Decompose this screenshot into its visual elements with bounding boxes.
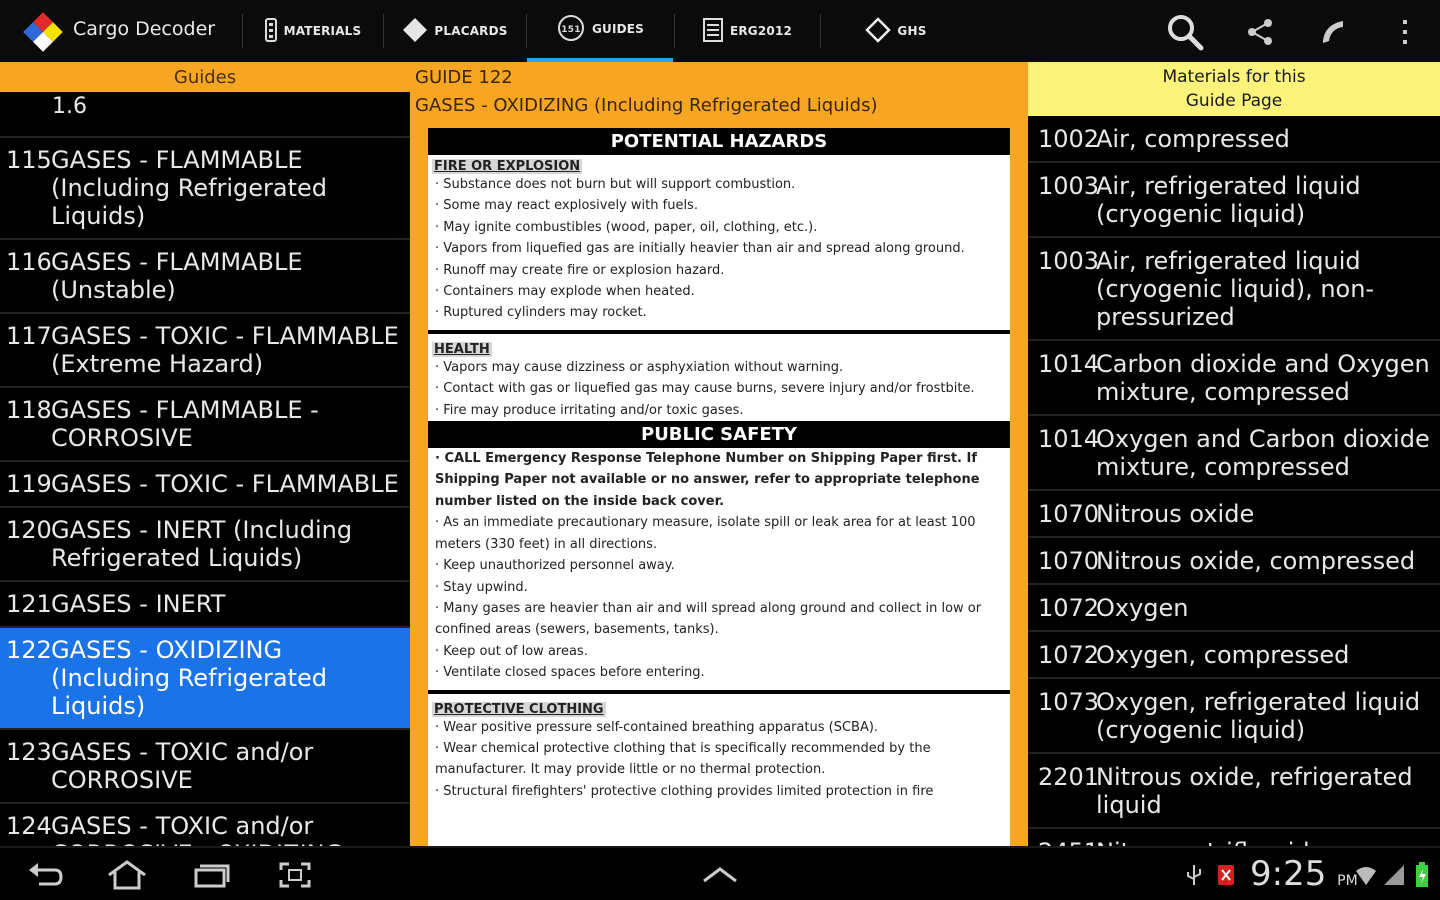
- recent-apps-icon[interactable]: [186, 856, 236, 894]
- back-icon[interactable]: [20, 856, 70, 894]
- guide-num: 122: [6, 636, 52, 664]
- tab-placards-label: PLACARDS: [434, 24, 508, 38]
- materials-header: [1028, 62, 1440, 116]
- material-un-number: 1073: [1038, 688, 1100, 716]
- material-un-number: 1014: [1038, 425, 1100, 453]
- health-heading: HEALTH: [434, 341, 490, 357]
- safety-bullet: · Many gases are heavier than air and will spread along ground and collect in low or confined areas (sewers, basements, tanks).: [435, 600, 982, 638]
- guide-number-title: GUIDE 122: [415, 67, 513, 88]
- call-icon[interactable]: [1312, 12, 1352, 52]
- guide-name: GASES - INERT (Including Refrigerated Liquids): [51, 516, 353, 572]
- material-un-number: 2201: [1038, 763, 1100, 791]
- guide-badge: 151: [561, 24, 581, 35]
- guide-name: GASES - INERT: [51, 590, 226, 618]
- book-icon: [702, 17, 724, 46]
- tab-materials[interactable]: [245, 0, 380, 62]
- guide-item-119[interactable]: [0, 462, 410, 508]
- material-un-number: 1002: [1038, 125, 1100, 153]
- fire-bullet: · Some may react explosively with fuels.: [435, 198, 698, 214]
- material-name: Carbon dioxide and Oxygen mixture, compressed: [1096, 350, 1430, 406]
- fire-bullet: · Substance does not burn but will support combustion.: [435, 177, 796, 192]
- material-name: Oxygen, compressed: [1096, 641, 1350, 669]
- fire-bullet: · Runoff may create fire or explosion hazard.: [435, 262, 725, 278]
- overflow-menu-icon[interactable]: [1385, 12, 1425, 52]
- status-clock: [1250, 854, 1358, 894]
- safety-bullet: · Stay upwind.: [435, 579, 528, 595]
- material-name: Oxygen and Carbon dioxide mixture, compressed: [1096, 425, 1430, 481]
- materials-icon: [264, 17, 278, 46]
- health-section: [428, 338, 1010, 421]
- material-un-number: 1072: [1038, 641, 1100, 669]
- health-bullet: · Fire may produce irritating and/or toxic gases.: [435, 402, 744, 418]
- public-safety-heading: PUBLIC SAFETY: [428, 421, 1010, 448]
- tab-erg2012-label: ERG2012: [729, 24, 793, 38]
- protective-section: [428, 698, 1010, 803]
- section-divider: [428, 690, 1010, 694]
- protective-heading: PROTECTIVE CLOTHING: [434, 701, 604, 717]
- material-name: Oxygen: [1096, 594, 1189, 622]
- tab-placards[interactable]: [385, 0, 525, 62]
- notification-red-icon: [1214, 862, 1238, 888]
- protective-bullet: · Structural firefighters' protective clothing provides limited protection in fire: [435, 783, 934, 799]
- guide-item-117[interactable]: [0, 314, 410, 388]
- search-icon[interactable]: [1165, 12, 1205, 52]
- ghs-diamond-icon: [865, 17, 891, 46]
- health-bullet: · Vapors may cause dizziness or asphyxiation without warning.: [435, 359, 844, 375]
- guide-num: 116: [6, 248, 52, 276]
- material-item[interactable]: [1028, 238, 1440, 341]
- tab-divider: [242, 14, 243, 48]
- material-name: Nitrous oxide, refrigerated liquid: [1096, 763, 1413, 819]
- guide-num: 115: [6, 146, 52, 174]
- guide-name: GASES - FLAMMABLE (Including Refrigerated Liquids): [51, 146, 328, 230]
- guide-item-123[interactable]: [0, 730, 410, 804]
- material-item[interactable]: [1028, 163, 1440, 238]
- app-logo-icon[interactable]: [22, 11, 64, 53]
- guide-item-116[interactable]: [0, 240, 410, 314]
- wifi-icon: [1354, 862, 1378, 888]
- fire-bullet: · Vapors from liquefied gas are initially heavier than air and spread along ground.: [435, 241, 965, 257]
- material-un-number: 1003: [1038, 247, 1100, 275]
- home-icon[interactable]: [102, 856, 152, 894]
- materials-list[interactable]: [1028, 116, 1440, 846]
- clock-time: 9:25: [1250, 854, 1327, 894]
- guide-num: 117: [6, 322, 52, 350]
- app-title[interactable]: Cargo Decoder: [73, 18, 216, 40]
- usb-icon: [1182, 862, 1206, 888]
- signal-icon: [1382, 862, 1406, 888]
- action-bar: [0, 0, 1440, 62]
- guide-name-title: GASES - OXIDIZING (Including Refrigerated Liquids): [415, 95, 878, 116]
- guide-name: GASES - FLAMMABLE - CORROSIVE: [51, 396, 319, 452]
- safety-bullet: · As an immediate precautionary measure, isolate spill or leak area for at least 100 meters (330 feet) in all directions.: [435, 515, 976, 552]
- health-bullet: · Contact with gas or liquefied gas may cause burns, severe injury and/or frostbite.: [435, 381, 975, 397]
- tab-divider: [674, 14, 675, 48]
- system-nav-bar: [0, 846, 1440, 900]
- guide-detail-pane[interactable]: [410, 62, 1028, 846]
- protective-bullet: · Wear positive pressure self-contained breathing apparatus (SCBA).: [435, 719, 879, 735]
- tab-guides[interactable]: [527, 0, 673, 62]
- safety-bullet: · Ventilate closed spaces before entering.: [435, 665, 705, 681]
- guide-name: GASES - TOXIC - FLAMMABLE (Extreme Hazard): [51, 322, 399, 378]
- material-un-number: 1070: [1038, 547, 1100, 575]
- guide-name: GASES - TOXIC and/or: [51, 812, 314, 840]
- material-un-number: 1070: [1038, 500, 1100, 528]
- tab-guides-label: GUIDES: [591, 22, 645, 36]
- guide-num: 119: [6, 470, 52, 498]
- guide-name: GASES - TOXIC - FLAMMABLE: [51, 470, 399, 498]
- tab-materials-label: MATERIALS: [283, 24, 362, 38]
- fire-heading: FIRE OR EXPLOSION: [434, 159, 581, 174]
- materials-header-line2: Guide Page: [1185, 91, 1283, 111]
- tab-ghs-label: GHS: [897, 24, 927, 38]
- material-name: Air, refrigerated liquid (cryogenic liquid), non-pressurized: [1096, 247, 1375, 331]
- tab-divider: [383, 14, 384, 48]
- chevron-up-icon[interactable]: [695, 856, 745, 894]
- material-name: Air, compressed: [1096, 125, 1290, 153]
- material-item[interactable]: [1028, 632, 1440, 679]
- guide-name: GASES - FLAMMABLE (Unstable): [51, 248, 303, 304]
- tab-ghs[interactable]: [822, 0, 970, 62]
- material-item[interactable]: [1028, 491, 1440, 538]
- call-emergency-bullet: · CALL Emergency Response Telephone Number on Shipping Paper first. If Shipping Paper not available or no answer, refer to appropriate telephone number listed on the inside back cover.: [435, 451, 980, 509]
- safety-section: [428, 448, 1010, 683]
- material-item[interactable]: [1028, 585, 1440, 632]
- guide-item-118[interactable]: [0, 388, 410, 462]
- material-un-number: 1014: [1038, 350, 1100, 378]
- guide-num: 120: [6, 516, 52, 544]
- guide-item-120[interactable]: [0, 508, 410, 582]
- material-un-number: 1003: [1038, 172, 1100, 200]
- potential-hazards-heading: POTENTIAL HAZARDS: [428, 128, 1010, 155]
- tab-erg2012[interactable]: [676, 0, 818, 62]
- material-item[interactable]: [1028, 341, 1440, 416]
- fire-bullet: · May ignite combustibles (wood, paper, oil, clothing, etc.).: [435, 219, 818, 235]
- material-item[interactable]: [1028, 679, 1440, 754]
- material-name: Oxygen, refrigerated liquid (cryogenic liquid): [1096, 688, 1421, 744]
- fire-bullet: · Containers may explode when heated.: [435, 284, 695, 300]
- guide-name: GASES - TOXIC and/or CORROSIVE: [51, 738, 314, 794]
- material-name: Air, refrigerated liquid (cryogenic liquid): [1096, 172, 1361, 228]
- guide-document[interactable]: [428, 128, 1010, 846]
- clock-ampm: PM: [1337, 873, 1358, 889]
- safety-bullet: · Keep out of low areas.: [435, 643, 588, 659]
- placard-diamond-icon: [402, 17, 428, 46]
- guide-item-122-selected[interactable]: [0, 628, 410, 730]
- fire-bullet: · Ruptured cylinders may rocket.: [435, 305, 647, 321]
- guide-num: 123: [6, 738, 52, 766]
- material-name: Nitrous oxide: [1096, 500, 1255, 528]
- protective-bullet: · Wear chemical protective clothing that is specifically recommended by the manufacturer. It may provide little or no thermal protection.: [435, 740, 931, 778]
- section-divider: [428, 330, 1010, 334]
- guides-header: Guides: [0, 62, 410, 92]
- guide-num: 121: [6, 590, 52, 618]
- material-item[interactable]: [1028, 416, 1440, 491]
- material-item[interactable]: [1028, 538, 1440, 585]
- guide-division-row[interactable]: 1.6: [0, 92, 410, 138]
- guide-item-115[interactable]: [0, 138, 410, 240]
- guide-num: 124: [6, 812, 52, 840]
- share-icon[interactable]: [1240, 12, 1280, 52]
- guide-circle-icon: [556, 13, 586, 46]
- battery-icon: [1410, 862, 1434, 888]
- materials-header-line1: Materials for this: [1162, 67, 1306, 87]
- material-item[interactable]: [1028, 116, 1440, 163]
- tab-divider: [820, 14, 821, 48]
- guides-list[interactable]: [0, 92, 410, 846]
- guide-item-121[interactable]: [0, 582, 410, 628]
- material-name: Nitrous oxide, compressed: [1096, 547, 1416, 575]
- guide-num: 118: [6, 396, 52, 424]
- guide-name: GASES - OXIDIZING (Including Refrigerated Liquids): [51, 636, 328, 720]
- material-un-number: 1072: [1038, 594, 1100, 622]
- screenshot-icon[interactable]: [270, 856, 320, 894]
- material-item[interactable]: [1028, 754, 1440, 829]
- fire-section: [428, 155, 1010, 324]
- safety-bullet: · Keep unauthorized personnel away.: [435, 558, 675, 574]
